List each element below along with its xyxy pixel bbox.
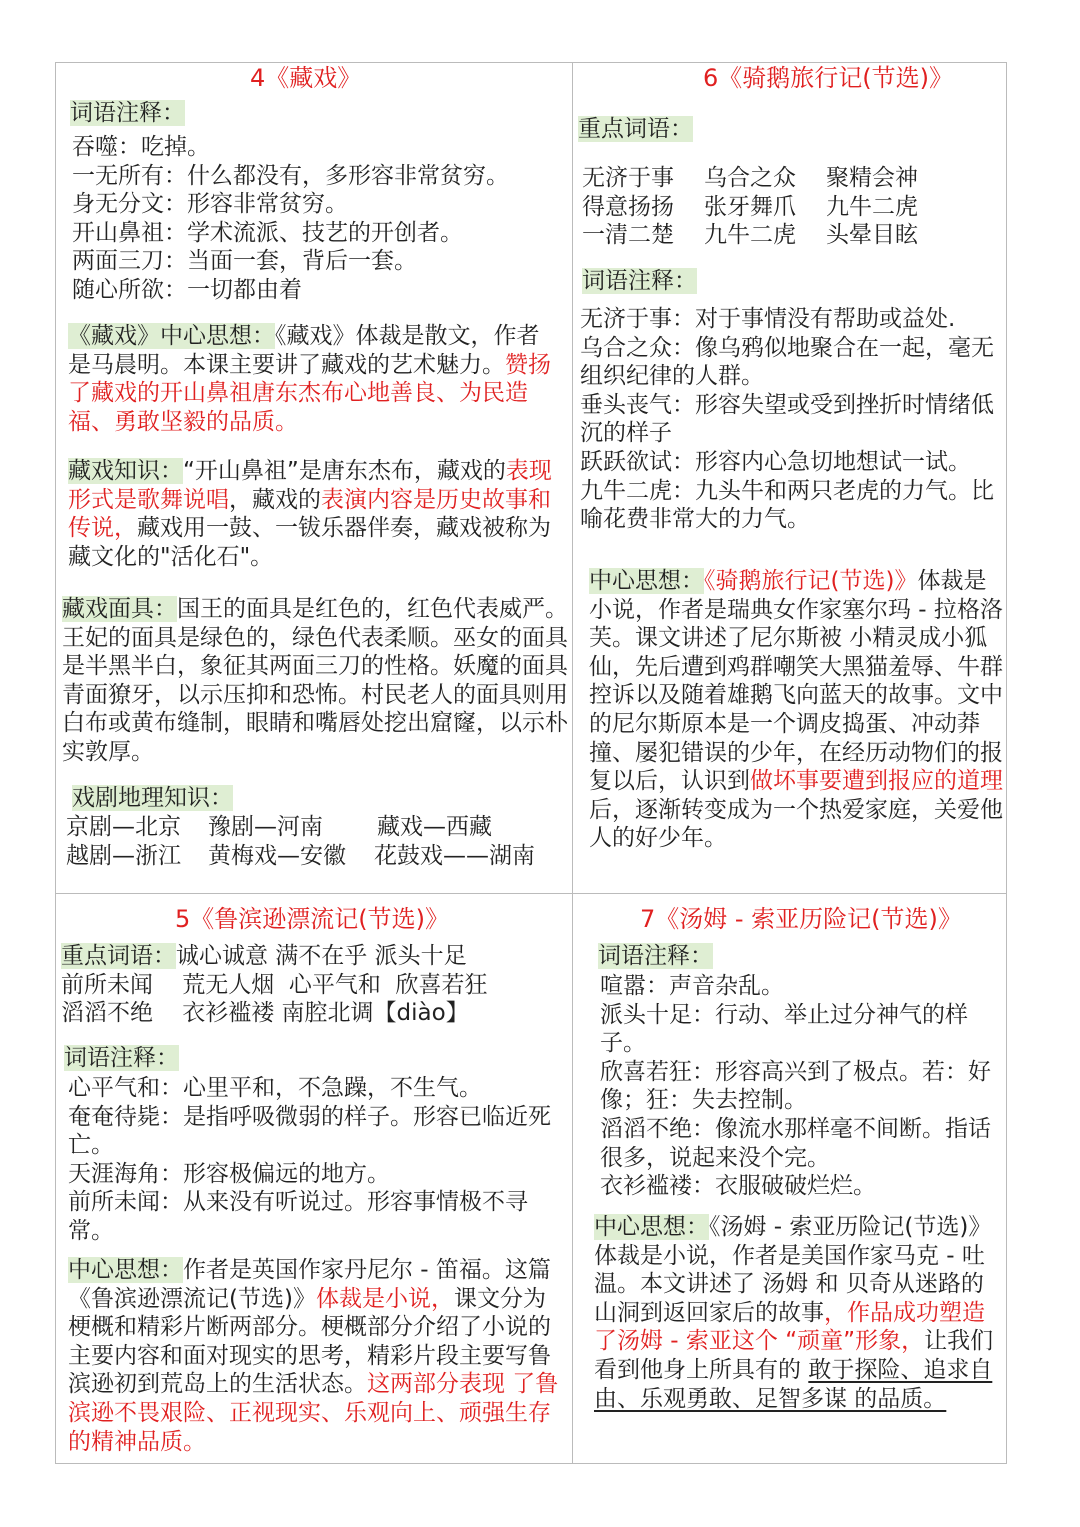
vocab-item: 随心所欲：一切都由着: [72, 276, 302, 303]
lesson-4-geo-table: [66, 813, 535, 870]
row-divider: [55, 893, 1007, 894]
geo-row: [66, 813, 535, 842]
center-highlight: 做坏事要遭到报应的道理: [750, 768, 1003, 795]
vocab-item: 衣衫褴褛：衣服破破烂烂。: [600, 1173, 876, 1200]
lesson-4-mask-heading: 藏戏面具：: [62, 596, 177, 622]
key-word: 得意扬扬: [582, 193, 674, 220]
center-text: 体裁是小说，作者是瑞典女作家塞尔玛 - 拉格洛芙。课文讲述了尼尔斯被 小精灵成小狐仙，先后遭到鸡群嘲笑大黑猫羞辱、牛群控诉以及随着雄鹅飞向蓝天的故事。文中的尼尔斯原本是一个调皮捣蛋、冲动莽撞、屡犯错误的少年，在经历动物们的报复以后，认识到: [589, 568, 1003, 795]
key-word: 聚精会神: [826, 165, 918, 191]
center-text: 后，逐渐转变成为一个热爱家庭，关爱他人的好少年。: [589, 796, 1003, 852]
vocab-item: 滔滔不绝：像流水那样毫不间断。指话很多，说起来没个完。: [600, 1115, 991, 1171]
lesson-6-vocab-heading: 词语注释：: [582, 268, 697, 294]
lesson-6-center-idea: [589, 567, 1003, 853]
key-row: [582, 164, 918, 193]
lesson-7-vocab-heading: 词语注释：: [598, 943, 713, 969]
mask-text: 国王的面具是红色的，红色代表威严。王妃的面具是绿色的，绿色代表柔顺。巫女的面具是半黑半白，象征其两面三刀的性格。妖魔的面具青面獠牙，以示压抑和恐怖。村民老人的面具则用白布或黄布缝制，眼睛和嘴唇处挖出窟窿，以示朴实敦厚。: [62, 596, 568, 765]
lesson-5-title: 5《鲁滨逊漂流记(节选)》: [175, 905, 449, 933]
column-divider: [572, 62, 573, 1464]
knowledge-highlight: 表现形式是歌舞说唱: [68, 458, 552, 513]
vocab-item: 垂头丧气：形容失望或受到挫折时情绪低沉的样子: [580, 391, 994, 447]
key-word: 一清二楚: [582, 222, 674, 249]
vocab-item: 前所未闻：从来没有听说过。形容事情极不寻常。: [68, 1189, 528, 1244]
lesson-7-vocab-list: [600, 972, 1006, 1201]
lesson-4-vocab-heading: 词语注释：: [70, 100, 185, 126]
center-highlight: ，作品成功塑造了汤姆 - 索亚这个 “顽童”形象，: [594, 1299, 985, 1355]
lesson-4-geo-section: [72, 784, 233, 813]
key-word: 无济于事: [582, 165, 674, 191]
vocab-item: 奄奄待毙：是指呼吸微弱的样子。形容已临近死亡。: [68, 1103, 551, 1159]
vocab-item: 开山鼻祖：学术流派、技艺的开创者。: [72, 219, 463, 246]
lesson-5-vocab-section: [64, 1044, 179, 1073]
vocab-item: 喧嚣：声音杂乱。: [600, 973, 784, 999]
center-highlight: 这两部分表现 了鲁滨逊不畏艰险、正视现实、乐观向上、顽强生存的精神品质。: [68, 1371, 559, 1455]
key-row: [582, 193, 918, 222]
lesson-5-key-words: [61, 942, 488, 1028]
center-highlight: 《骑鹅旅行记(节选)》: [704, 568, 918, 594]
vocab-item: 九牛二虎：九头牛和两只老虎的力气。比喻花费非常大的力气。: [580, 477, 994, 533]
lesson-4-title: 4《藏戏》: [250, 64, 362, 92]
vocab-item: 心平气和：心里平和，不急躁，不生气。: [68, 1075, 482, 1101]
lesson-6-vocab-section: [582, 267, 697, 296]
vocab-item: 无济于事：对于事情没有帮助或益处.: [580, 306, 956, 332]
vocab-item: 吞噬：吃掉。: [72, 134, 210, 160]
key-words-line: 前所未闻 荒无人烟 心平气和 欣喜若狂: [61, 971, 488, 998]
lesson-4-vocab-list: [72, 133, 509, 305]
key-words-line: 滔滔不绝 衣衫褴褛 南腔北调【diào】: [61, 1000, 469, 1027]
lesson-4-vocab-section: [70, 99, 185, 128]
lesson-7-vocab-section: [598, 942, 713, 971]
lesson-4-center-idea: [68, 322, 558, 436]
key-word: 九牛二虎: [704, 222, 796, 249]
lesson-6-key-table: [582, 164, 918, 250]
lesson-5-vocab-list: [68, 1074, 558, 1246]
vocab-item: 身无分文：形容非常贫穷。: [72, 191, 348, 218]
lesson-6-key-section: [578, 115, 693, 144]
center-text: 让我们看到他身上所具有的: [594, 1328, 994, 1383]
lesson-4-center-heading: 《藏戏》中心思想：: [68, 323, 275, 349]
lesson-4-geo-heading: 戏剧地理知识：: [72, 785, 233, 811]
lesson-5-vocab-heading: 词语注释：: [64, 1045, 179, 1071]
center-underlined: 敢于探险、追求自由、乐观勇敢、足智多谋 的品质。: [594, 1356, 993, 1412]
knowledge-text: ，藏戏的: [229, 486, 321, 513]
vocab-item: 跃跃欲试：形容内心急切地想试一试。: [580, 448, 971, 475]
lesson-4-center-highlight: 赞扬了藏戏的开山鼻祖唐东杰布心地善良、为民造福、勇敢坚毅的品质。: [68, 351, 551, 435]
knowledge-text: 藏戏用一鼓、一钹乐器伴奏，藏戏被称为藏文化的"活化石"。: [68, 515, 551, 570]
lesson-5-center-heading: 中心思想：: [68, 1257, 183, 1283]
key-word: 乌合之众: [704, 165, 796, 191]
vocab-item: 一无所有：什么都没有，多形容非常贫穷。: [72, 162, 509, 189]
vocab-item: 乌合之众：像乌鸦似地聚合在一起，毫无组织纪律的人群。: [580, 334, 994, 390]
center-text: 作者是英国作家丹尼尔 - 笛福。这篇《鲁滨逊漂流记(节选)》: [68, 1257, 551, 1312]
key-word: 头晕目眩: [826, 222, 918, 249]
lesson-4-center-text: 《藏戏》体裁是散文，作者是马晨明。本课主要讲了藏戏的艺术魅力。: [68, 323, 540, 378]
lesson-4-knowledge: [68, 457, 558, 571]
key-word: 九牛二虎: [826, 193, 918, 220]
vocab-item: 两面三刀：当面一套，背后一套。: [72, 248, 417, 275]
key-row: [582, 221, 918, 250]
lesson-5-center-idea: [68, 1256, 564, 1456]
lesson-4-masks: [62, 595, 570, 767]
vocab-item: 天涯海角：形容极偏远的地方。: [68, 1160, 390, 1187]
geo-row: [66, 842, 535, 871]
lesson-6-title: 6《骑鹅旅行记(节选)》: [703, 64, 953, 92]
key-words-line: 诚心诚意 满不在乎 派头十足: [176, 943, 467, 969]
vocab-item: 派头十足：行动、举止过分神气的样子。: [600, 1001, 968, 1057]
vocab-item: 欣喜若狂：形容高兴到了极点。若：好像；狂：失去控制。: [600, 1058, 991, 1114]
lesson-5-key-heading: 重点词语：: [61, 943, 176, 969]
center-text: 课文分为梗概和精彩片断两部分。梗概部分介绍了小说的主要内容和面对现实的思考，精彩片段主要写鲁滨逊初到荒岛上的生活状态。: [68, 1285, 551, 1398]
geo-item: 藏戏—西藏: [377, 814, 492, 840]
key-word: 张牙舞爪: [704, 193, 796, 220]
geo-item: 花鼓戏——湖南: [374, 842, 535, 869]
geo-item: 京剧—北京: [66, 814, 181, 840]
geo-item: 黄梅戏—安徽: [208, 842, 346, 869]
lesson-6-vocab-list: [580, 305, 1005, 534]
lesson-7-title: 7《汤姆 - 索亚历险记(节选)》: [640, 905, 962, 933]
lesson-7-center-idea: [594, 1213, 1004, 1413]
geo-item: 越剧—浙江: [66, 842, 181, 869]
center-text: 《汤姆 - 索亚历险记(节选)》体裁是小说，作者是美国作家马克 - 吐温。本文讲述了 汤姆 和 贝奇从迷路的山洞到返回家后的故事: [594, 1214, 992, 1326]
lesson-6-key-heading: 重点词语：: [578, 116, 693, 142]
knowledge-highlight: 表演内容是历史故事和传说，: [68, 486, 551, 542]
lesson-4-knowledge-heading: 藏戏知识：: [68, 458, 183, 484]
lesson-6-center-heading: 中心思想：: [589, 568, 704, 594]
lesson-7-center-heading: 中心思想：: [594, 1214, 709, 1240]
center-highlight: 体裁是小说，: [315, 1285, 454, 1312]
knowledge-text: “开山鼻祖”是唐东杰布，藏戏的: [183, 458, 506, 484]
geo-item: 豫剧—河南: [208, 814, 323, 840]
